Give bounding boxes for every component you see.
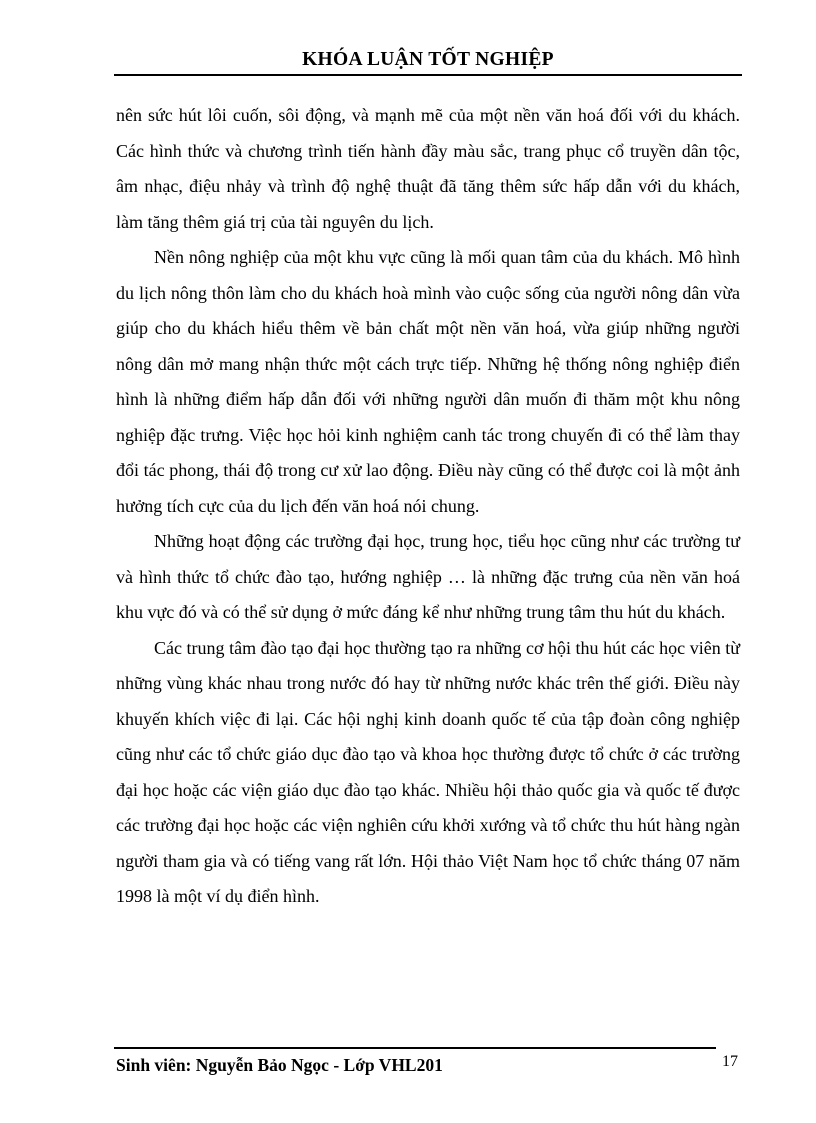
- paragraph-4: Các trung tâm đào tạo đại học thường tạo ra những cơ hội thu hút các học viên từ những vùng khác nhau trong nước đó hay từ những nước khác trên thế giới. Điều này khuyến khích việc đi lại. Các hội nghị kinh doanh quốc tế của tập đoàn công nghiệp cũng như các tổ chức giáo dục đào tạo và khoa học thường được tổ chức ở các trường đại học hoặc các viện giáo dục đào tạo khác. Nhiều hội thảo quốc gia và quốc tế được các trường đại học hoặc các viện nghiên cứu khởi xướng và tổ chức thu hút hàng ngàn người tham gia và có tiếng vang rất lớn. Hội thảo Việt Nam học tổ chức tháng 07 năm 1998 là một ví dụ điển hình.: [116, 637, 740, 906]
- header-divider: [114, 74, 742, 76]
- page-number: 17: [722, 1053, 738, 1070]
- paragraph-2: Nền nông nghiệp của một khu vực cũng là mối quan tâm của du khách. Mô hình du lịch nông thôn làm cho du khách hoà mình vào cuộc sống của người nông dân vừa giúp cho du khách hiểu thêm về bản chất một nền văn hoá, vừa giúp những người nông dân mở mang nhận thức một cách trực tiếp. Những hệ thống nông nghiệp điển hình là những điểm hấp dẫn đối với những người dân muốn đi thăm một khu nông nghiệp đặc trưng. Việc học hỏi kinh nghiệm canh tác trong chuyến đi có thể làm thay đổi tác phong, thái độ trong cư xử lao động. Điều này cũng có thể được coi là một ảnh hưởng tích cực của du lịch đến văn hoá nói chung.: [116, 247, 740, 516]
- paragraph-3: Những hoạt động các trường đại học, trung học, tiểu học cũng như các trường tư và hình thức tổ chức đào tạo, hướng nghiệp … là những đặc trưng của nền văn hoá khu vực đó và có thể sử dụng ở mức đáng kể như những trung tâm thu hút du khách.: [116, 531, 740, 622]
- footer-divider: [114, 1047, 716, 1049]
- paragraph-1: nên sức hút lôi cuốn, sôi động, và mạnh mẽ của một nền văn hoá đối với du khách. Các hình thức và chương trình tiến hành đầy màu sắc, trang phục cổ truyền dân tộc, âm nhạc, điệu nhảy và trình độ nghệ thuật đã tăng thêm sức hấp dẫn với du khách, làm tăng thêm giá trị của tài nguyên du lịch.: [116, 105, 740, 232]
- page-header-title: KHÓA LUẬN TỐT NGHIỆP: [302, 49, 554, 70]
- document-body: [116, 98, 740, 915]
- footer-student-info: Sinh viên: Nguyễn Bảo Ngọc - Lớp VHL201: [116, 1055, 443, 1075]
